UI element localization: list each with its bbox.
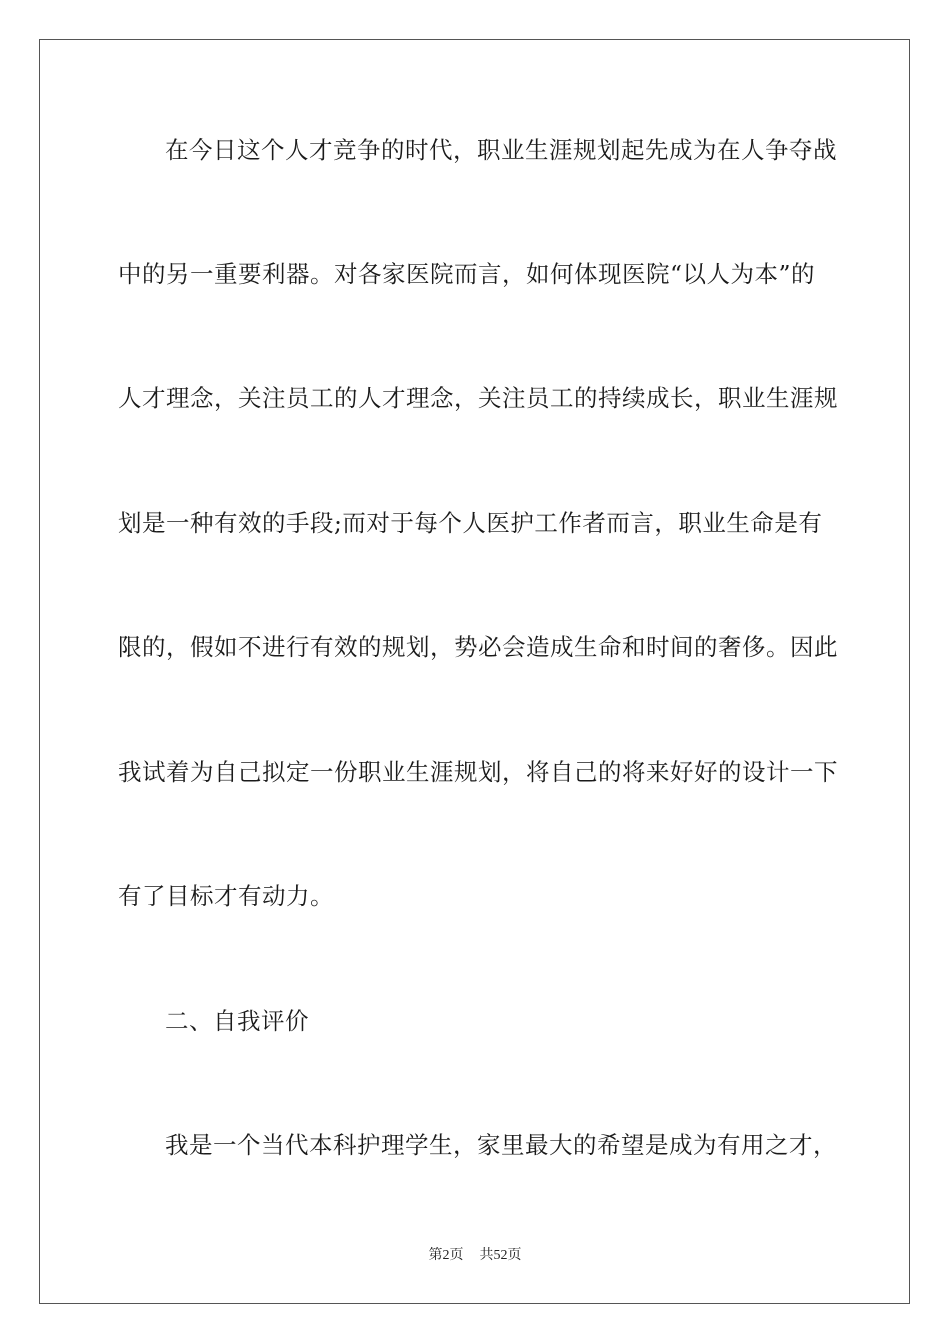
paragraph-line-5: 限的，假如不进行有效的规划，势必会造成生命和时间的奢侈。因此 <box>118 633 838 661</box>
paragraph-line-2: 中的另一重要利器。对各家医院而言，如何体现医院“以人为本”的 <box>118 260 816 288</box>
page-border <box>39 39 910 1304</box>
paragraph-line-7: 有了目标才有动力。 <box>118 882 334 910</box>
page-number: 第2页 <box>428 1248 464 1263</box>
section-heading: 二、自我评价 <box>165 1007 309 1035</box>
paragraph-line-4: 划是一种有效的手段;而对于每个人医护工作者而言，职业生命是有 <box>118 509 823 537</box>
page-footer <box>0 1247 950 1265</box>
paragraph-line-6: 我试着为自己拟定一份职业生涯规划，将自己的将来好好的设计一下 <box>118 758 838 786</box>
section-paragraph-line-1: 我是一个当代本科护理学生，家里最大的希望是成为有用之才， <box>165 1131 837 1159</box>
paragraph-line-3: 人才理念，关注员工的人才理念，关注员工的持续成长，职业生涯规 <box>118 384 838 412</box>
paragraph-line-1: 在今日这个人才竞争的时代，职业生涯规划起先成为在人争夺战 <box>165 136 837 164</box>
total-pages: 共52页 <box>479 1248 522 1263</box>
